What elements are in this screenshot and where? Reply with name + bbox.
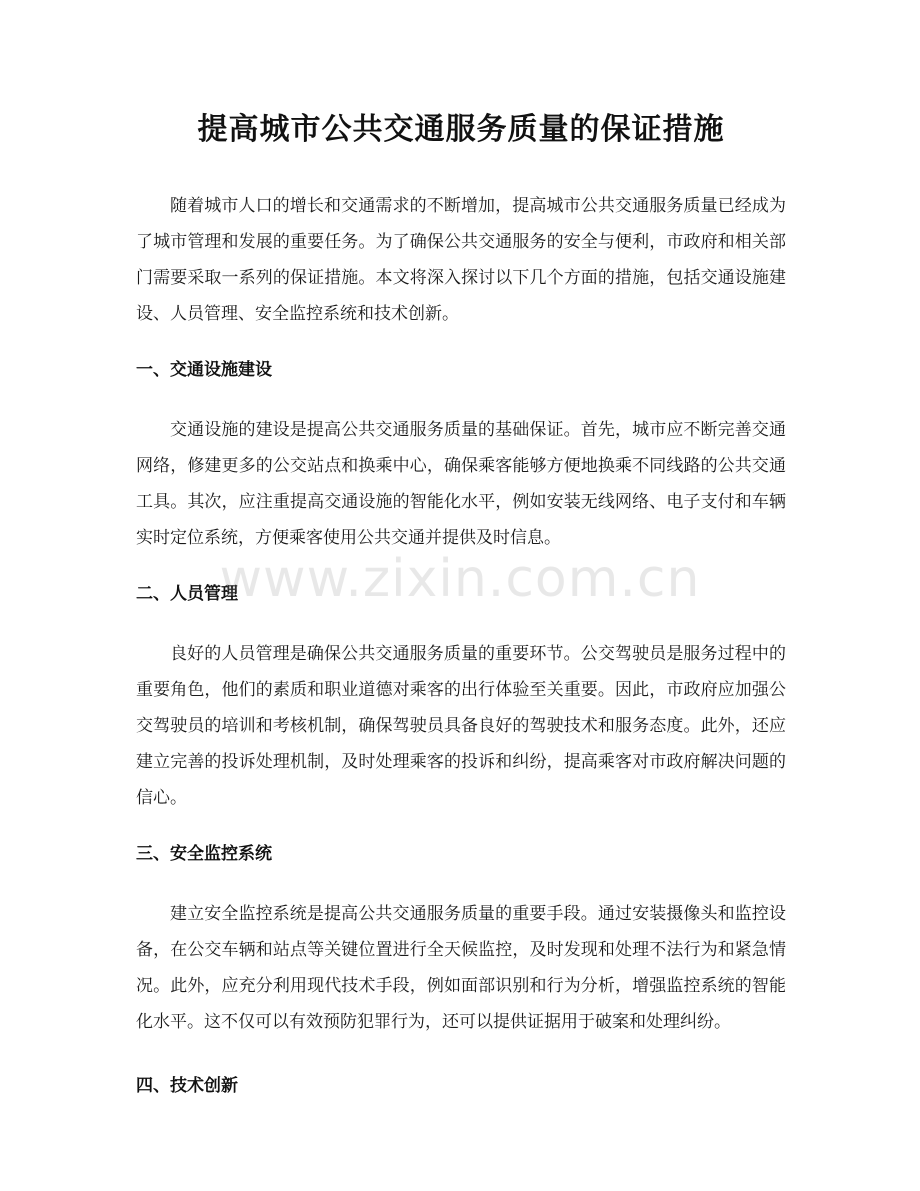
section-heading-technology-innovation: 四、技术创新: [136, 1076, 238, 1096]
section-heading-facilities: 一、交通设施建设: [136, 360, 272, 380]
section-body-personnel: 良好的人员管理是确保公共交通服务质量的重要环节。公交驾驶员是服务过程中的重要角色，他们的素质和职业道德对乘客的出行体验至关重要。因此，市政府应加强公交驾驶员的培训和考核机制，确保驾驶员具备良好的驾驶技术和服务态度。此外，还应建立完善的投诉处理机制，及时处理乘客的投诉和纠纷，提高乘客对市政府解决问题的信心。: [136, 644, 786, 808]
document-title: 提高城市公共交通服务质量的保证措施: [197, 112, 725, 147]
watermark-text: www.zixin.com.cn: [219, 549, 701, 609]
document-content: [136, 108, 786, 1104]
section-body-security-monitoring: 建立安全监控系统是提高公共交通服务质量的重要手段。通过安装摄像头和监控设备，在公交车辆和站点等关键位置进行全天候监控，及时发现和处理不法行为和紧急情况。此外，应充分利用现代技术手段，例如面部识别和行为分析，增强监控系统的智能化水平。这不仅可以有效预防犯罪行为，还可以提供证据用于破案和处理纠纷。: [136, 904, 786, 1032]
section-body-facilities: 交通设施的建设是提高公共交通服务质量的基础保证。首先，城市应不断完善交通网络，修建更多的公交站点和换乘中心，确保乘客能够方便地换乘不同线路的公共交通工具。其次，应注重提高交通设施的智能化水平，例如安装无线网络、电子支付和车辆实时定位系统，方便乘客使用公共交通并提供及时信息。: [136, 420, 786, 548]
section-heading-personnel: 二、人员管理: [136, 584, 238, 604]
intro-paragraph: 随着城市人口的增长和交通需求的不断增加，提高城市公共交通服务质量已经成为了城市管理和发展的重要任务。为了确保公共交通服务的安全与便利，市政府和相关部门需要采取一系列的保证措施。本文将深入探讨以下几个方面的措施，包括交通设施建设、人员管理、安全监控系统和技术创新。: [136, 196, 786, 324]
section-heading-security-monitoring: 三、安全监控系统: [136, 844, 272, 864]
